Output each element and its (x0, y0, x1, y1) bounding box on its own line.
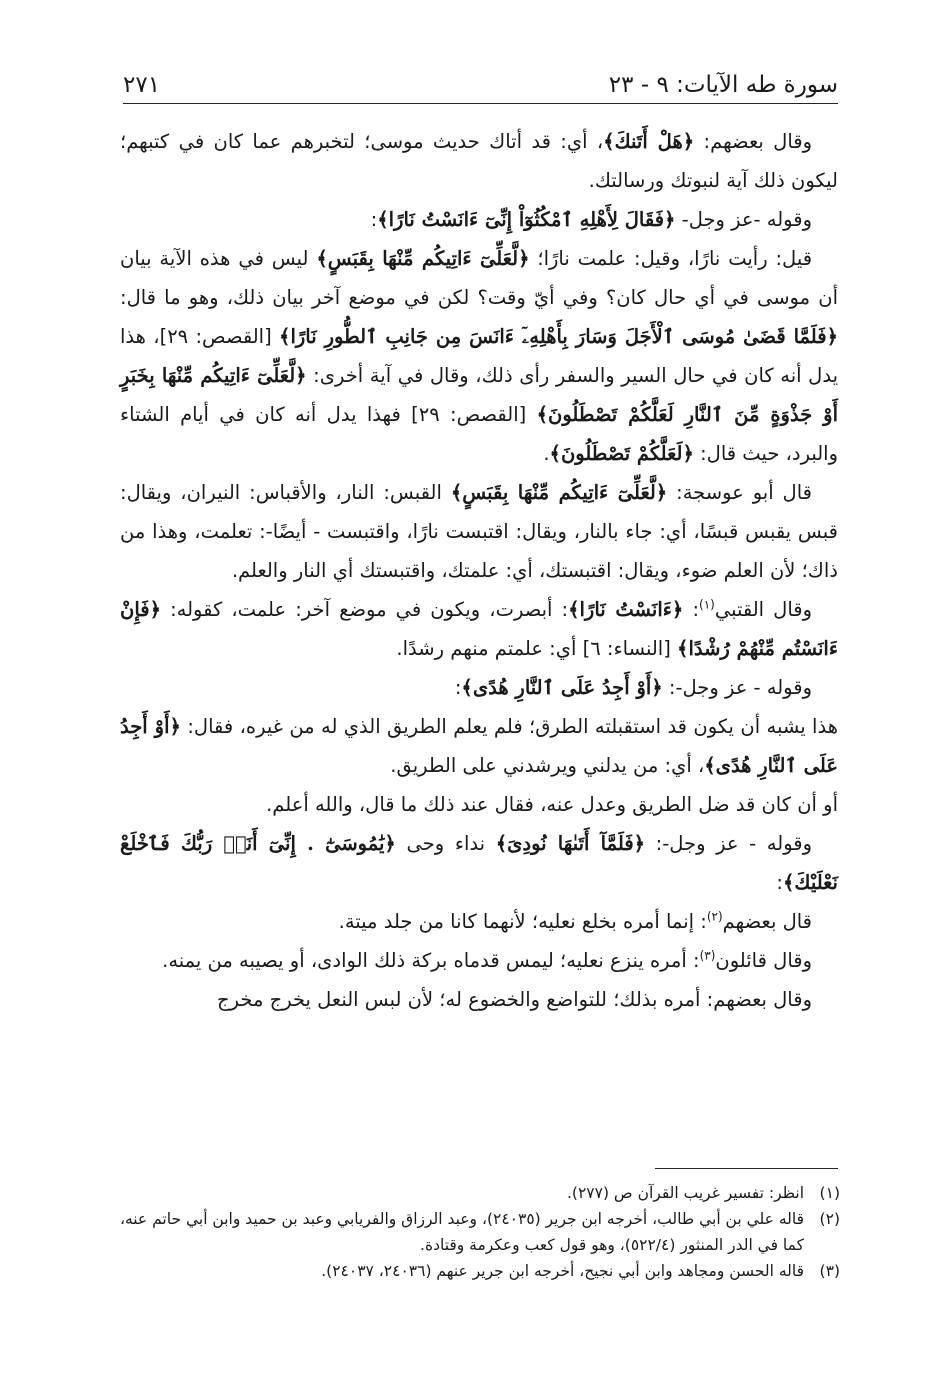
body-paragraph (120, 785, 838, 824)
text-run: : (454, 676, 462, 699)
footnote-item (118, 1258, 840, 1284)
text-run: ليس في هذه الآية بيان أن موسى في أي حال كان؟ وفي أيّ وقت؟ لكن في موضع آخر بيان ذلك، وهو ما قال: (120, 247, 838, 309)
text-run: نداء وحى (395, 832, 496, 855)
body-paragraph (120, 200, 838, 239)
text-run: وقال القتبي (714, 598, 813, 621)
text-run: وقال بعضهم: (694, 130, 813, 153)
footnote-marker: (٢) (706, 909, 723, 924)
text-run: قال بعضهم (722, 910, 812, 933)
quran-quote: ﴿فَقَالَ لِأَهْلِهِ ٱمْكُثُوٓاْ إِنِّىٓ ءَانَسْتُ نَارًا﴾ (377, 208, 676, 231)
quran-quote: ﴿لَّعَلِّىٓ ءَاتِيكُم مِّنْهَا بِقَبَسٍ﴾ (316, 247, 530, 270)
running-header (123, 60, 838, 100)
text-run: : (683, 598, 700, 621)
text-run: . (543, 442, 550, 465)
body-paragraph (120, 590, 838, 668)
quran-quote: ﴿لَّعَلِّىٓ ءَاتِيكُم مِّنْهَا بِقَبَسٍ﴾ (450, 481, 668, 504)
text-run: : إنما أمره بخلع نعليه؛ لأنهما كانا من جلد ميتة. (338, 910, 707, 933)
text-run: : أمره ينزع نعليه؛ ليمس قدماه بركة ذلك الوادى، أو يصيبه من يمنه. (162, 949, 700, 972)
text-run: ، أي: قد أتاك حديث موسى؛ لتخبرهم عما كان في كتبهم؛ ليكون ذلك آية لنبوتك ورسالتك. (120, 130, 838, 192)
body-paragraph (120, 902, 838, 941)
quran-quote: ﴿هَلْ أَتَنكَ﴾ (603, 130, 695, 153)
text-run: [القصص: ٢٩]، هذا يدل أنه كان في حال السير والسفر رأى ذلك، وقال في آية أخرى: (120, 325, 838, 387)
body-paragraph (120, 980, 838, 1019)
text-run: هذا يشبه أن يكون قد استقبلته الطرق؛ فلم يعلم الطريق الذي له من غيره، فقال: (180, 715, 838, 738)
footnote-marker: (٣) (699, 948, 716, 963)
text-run: وقوله -عز وجل- (675, 208, 812, 231)
text-run: : (776, 871, 783, 894)
footnotes (118, 1180, 840, 1284)
footnote-text: قاله الحسن ومجاهد وابن أبي نجيح، أخرجه ابن جرير عنهم (٢٤٠٣٦، ٢٤٠٣٧). (321, 1262, 804, 1280)
quran-quote: ﴿فَلَمَّا قَضَىٰ مُوسَى ٱلْأَجَلَ وَسَارَ بِأَهْلِهِۦٓ ءَانَسَ مِن جَانِبِ ٱلطُّورِ نَارًا﴾ (279, 325, 838, 348)
text-run: وقوله - عز وجل-: (662, 676, 812, 699)
page-number: ٢٧١ (123, 72, 161, 98)
footnote-number: (١) (819, 1184, 840, 1202)
text-run: [القصص: ٢٩] فهذا يدل أنه كان في أيام الشتاء والبرد، حيث قال: (120, 403, 838, 465)
surah-title: سورة طه الآيات: ٩ - ٢٣ (608, 72, 838, 98)
footnote-text: انظر: تفسير غريب القرآن ص (٢٧٧). (566, 1184, 804, 1202)
footnote-marker: (١) (699, 597, 715, 612)
quran-quote: ﴿لَعَلَّكُمْ تَصْطَلُونَ﴾ (549, 442, 694, 465)
footnote-number: (٣) (819, 1262, 840, 1280)
quran-quote: ﴿لَّعَلِّىٓ ءَاتِيكُم مِّنْهَا بِخَبَرٍ أَوْ جَذْوَةٍ مِّنَ ٱلنَّارِ لَعَلَّكُمْ تَصْطَلُونَ﴾ (120, 364, 838, 426)
header-rule (123, 103, 838, 104)
text-run: : (370, 208, 378, 231)
quran-quote: ﴿ءَانَسْتُ نَارًا﴾ (568, 598, 684, 621)
text-run: قيل: رأيت نارًا، وقيل: علمت نارًا؛ (529, 247, 813, 270)
body-paragraph (120, 473, 838, 590)
footnote-number: (٢) (819, 1210, 840, 1228)
text-run: قال أبو عوسجة: (667, 481, 812, 504)
body-text (120, 122, 838, 1019)
footnote-text: قاله علي بن أبي طالب، أخرجه ابن جرير (٢٤٠٣٥)، وعبد الرزاق والفريابي وعبد بن حميد وابن أبي حاتم عنه، كما في الدر المنثور (٥٢٢/٤)، وهو قول كعب وعكرمة وقتادة. (119, 1210, 804, 1254)
quran-quote: ﴿فَإِنْ ءَانَسْتُم مِّنْهُمْ رُشْدًا﴾ (120, 598, 838, 660)
text-run: وقال قائلون (715, 949, 812, 972)
quran-quote: ﴿يَٰمُوسَىٰٓ . إِنِّىٓ أَنَا۠ رَبُّكَ فَٱخْلَعْ نَعْلَيْكَ﴾ (120, 832, 838, 894)
text-run: [النساء: ٦] أي: علمتم منهم رشدًا. (396, 637, 678, 660)
text-run: ، أي: من يدلني ويرشدني على الطريق. (390, 754, 705, 777)
text-run: وقال بعضهم: أمره بذلك؛ للتواضع والخضوع له؛ لأن لبس النعل يخرج مخرج (217, 988, 812, 1011)
quran-quote: ﴿أَوْ أَجِدُ عَلَى ٱلنَّارِ هُدًى﴾ (461, 676, 663, 699)
body-paragraph (120, 122, 838, 200)
quran-quote: ﴿أَوْ أَجِدُ عَلَى ٱلنَّارِ هُدًى﴾ (120, 715, 838, 777)
body-paragraph (120, 824, 838, 902)
quran-quote: ﴿فَلَمَّآ أَتَىٰهَا نُودِىَ﴾ (495, 832, 646, 855)
body-paragraph (120, 707, 838, 785)
body-paragraph (120, 941, 838, 980)
text-run: وقوله - عز وجل-: (645, 832, 813, 855)
text-run: القبس: النار، والأقباس: النيران، ويقال: قبس يقبس قبسًا، أي: جاء بالنار، ويقال: اقتبست نارًا، واقتبست - أيضًا-: تعلمت، وهذا من ذاك؛ لأن العلم ضوء، ويقال: اقتبستك، أي: علمتك، واقتبستك أي النار والعلم. (120, 481, 838, 582)
footnote-item (118, 1180, 840, 1206)
body-paragraph (120, 239, 838, 473)
footnote-item (118, 1206, 840, 1258)
footnote-rule (655, 1168, 838, 1169)
body-paragraph (120, 668, 838, 707)
text-run: : أبصرت، ويكون في موضع آخر: علمت، كقوله: (161, 598, 569, 621)
text-run: أو أن كان قد ضل الطريق وعدل عنه، فقال عند ذلك ما قال، والله أعلم. (266, 793, 838, 816)
